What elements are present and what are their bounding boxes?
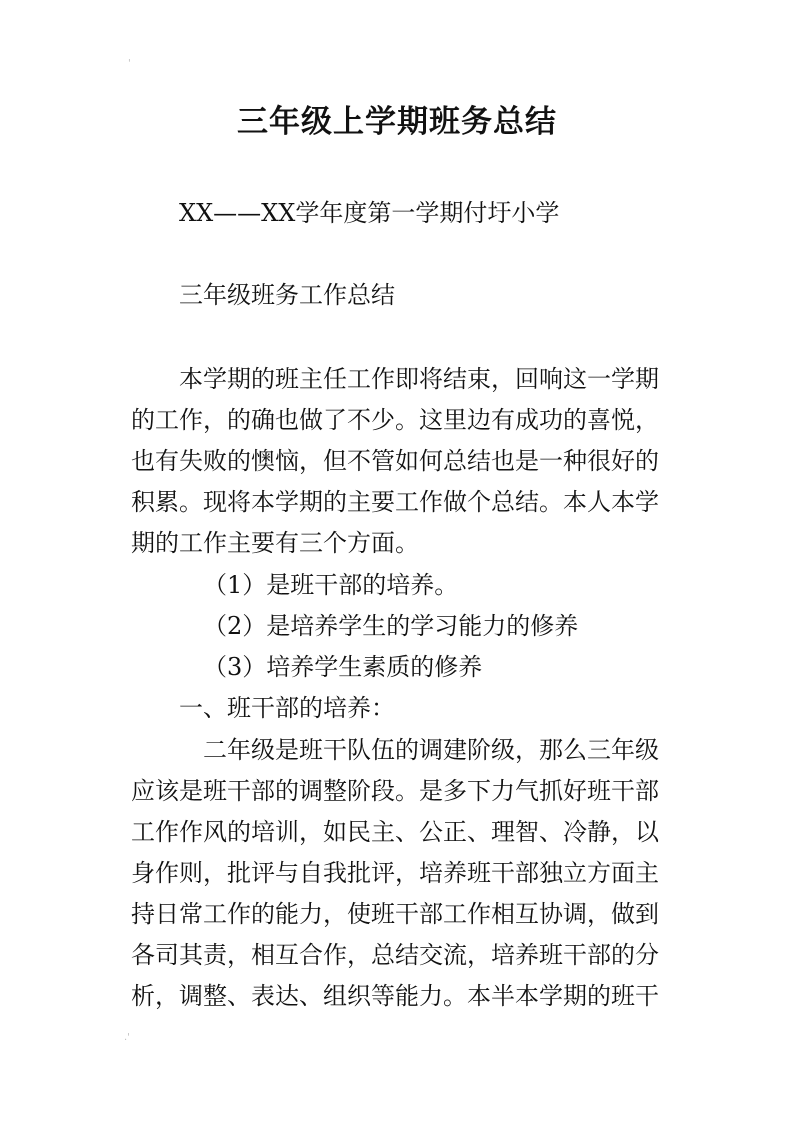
- list-item: （3）培养学生素质的修养: [203, 653, 483, 681]
- list-item: （1）是班干部的培养。: [203, 571, 459, 599]
- paragraph-class-cadre: [131, 730, 663, 1017]
- part1-heading: 一、班干部的培养：: [179, 694, 395, 722]
- paragraph-line: 的工作，的确也做了不少。这里边有成功的喜悦，: [131, 406, 659, 434]
- corner-mark-bottom: .': [124, 1032, 130, 1043]
- paragraph-line: 持日常工作的能力，使班干部工作相互协调，做到: [131, 900, 659, 928]
- paragraph-intro: [131, 359, 663, 564]
- paragraph-line: 身作则，批评与自我批评，培养班干部独立方面主: [131, 859, 659, 887]
- work-aspects-list: [131, 565, 663, 729]
- corner-mark-top: ': [128, 58, 131, 69]
- document-subtitle: [131, 193, 663, 234]
- paragraph-line: 积累。现将本学期的主要工作做个总结。本人本学: [131, 488, 659, 516]
- section-heading-line: 三年级班务工作总结: [179, 281, 395, 309]
- section-heading: [131, 275, 663, 316]
- document-title: 三年级上学期班务总结: [237, 104, 557, 140]
- subtitle-line: XX——XX学年度第一学期付圩小学: [179, 199, 560, 227]
- paragraph-line: 也有失败的懊恼，但不管如何总结也是一种很好的: [131, 447, 659, 475]
- paragraph-line: 期的工作主要有三个方面。: [131, 529, 419, 557]
- paragraph-line: 二年级是班干队伍的调建阶级，那么三年级: [203, 736, 659, 764]
- paragraph-line: 应该是班干部的调整阶段。是多下力气抓好班干部: [131, 777, 659, 805]
- list-item: （2）是培养学生的学习能力的修养: [203, 612, 579, 640]
- paragraph-line: 工作作风的培训，如民主、公正、理智、冷静，以: [131, 818, 659, 846]
- paragraph-line: 析，调整、表达、组织等能力。本半本学期的班干: [131, 982, 659, 1010]
- paragraph-line: 本学期的班主任工作即将结束，回响这一学期: [179, 365, 659, 393]
- paragraph-line: 各司其责，相互合作，总结交流，培养班干部的分: [131, 941, 659, 969]
